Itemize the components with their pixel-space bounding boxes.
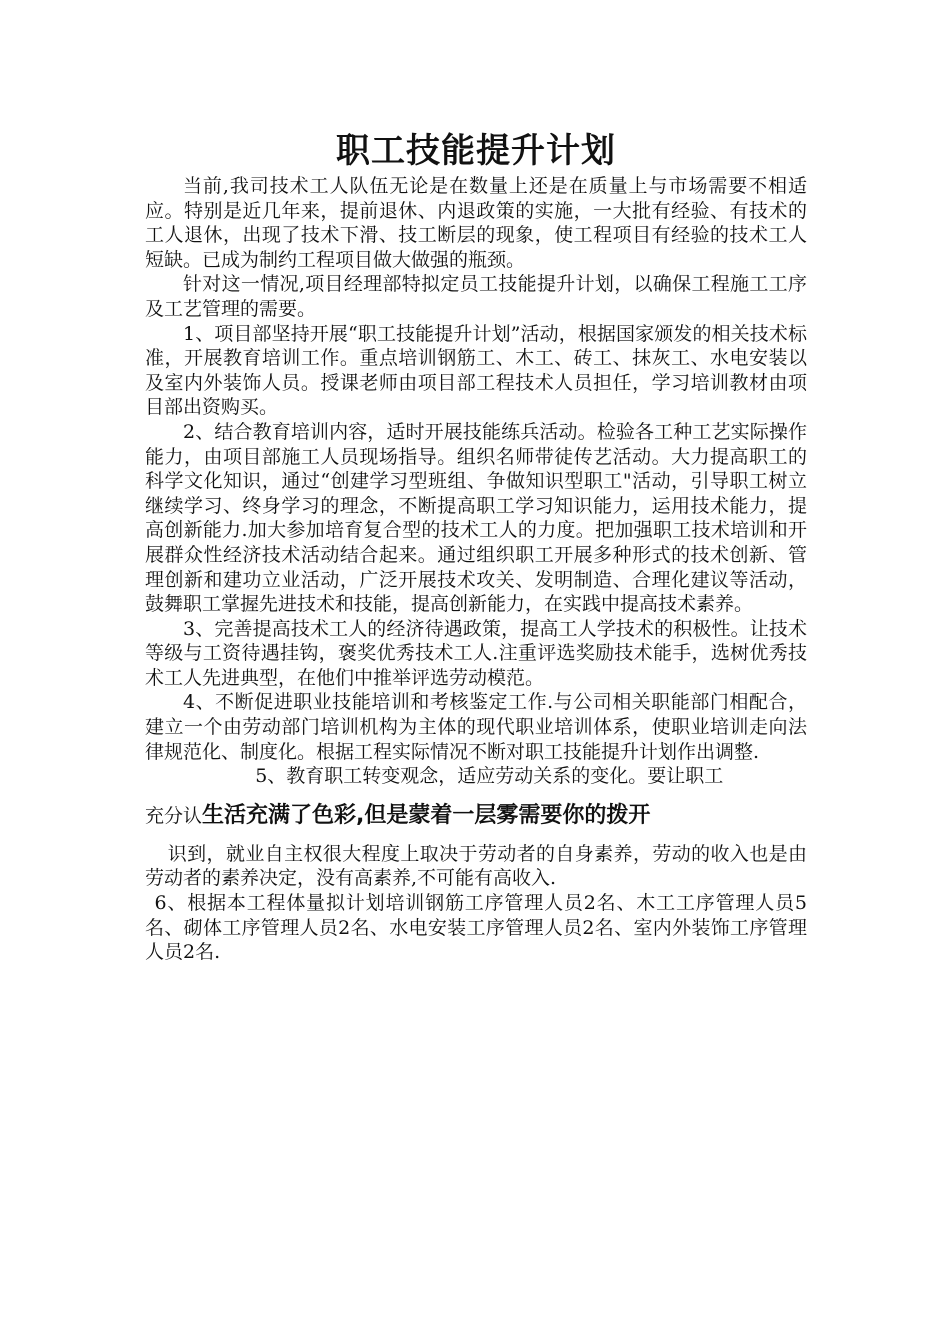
paragraph-purpose: 针对这一情况,项目经理部特拟定员工技能提升计划，以确保工程施工工序及工艺管理的需要。 [145, 273, 807, 320]
paragraph-item-5-continued: 识到，就业自主权很大程度上取决于劳动者的自身素养，劳动的收入也是由劳动者的素养决定，没有高素养,不可能有高收入. [145, 842, 807, 890]
document-page [145, 128, 807, 965]
paragraph-item-3: 3、完善提高技术工人的经济待遇政策，提高工人学技术的积极性。让技术等级与工资待遇挂钩，褒奖优秀技术工人.注重评选奖励技术能手，选树优秀技术工人先进典型，在他们中推举评选劳动模范。 [145, 617, 807, 689]
banner-lead-text: 充分认 [145, 804, 203, 827]
document-title: 职工技能提升计划 [336, 131, 616, 171]
paragraph-item-5: 5、教育职工转变观念，适应劳动关系的变化。要让职工 [255, 765, 724, 788]
paragraph-item-4: 4、不断促进职业技能培训和考核鉴定工作.与公司相关职能部门相配合，建立一个由劳动部门培训机构为主体的现代职业培训体系，使职业培训走向法律规范化、制度化。根据工程实际情况不断对职工技能提升计划作出调整. [145, 691, 807, 763]
paragraph-intro: 当前,我司技术工人队伍无论是在数量上还是在质量上与市场需要不相适应。特别是近几年来，提前退休、内退政策的实施，一大批有经验、有技术的工人退休，出现了技术下滑、技工断层的现象，使工程项目有经验的技术工人短缺。已成为制约工程项目做大做强的瓶颈。 [145, 175, 807, 271]
paragraph-item-2: 2、结合教育培训内容，适时开展技能练兵活动。检验各工种工艺实际操作能力，由项目部施工人员现场指导。组织名师带徒传艺活动。大力提高职工的科学文化知识，通过“创建学习型班组、争做知识型职工"活动，引导职工树立继续学习、终身学习的理念，不断提高职工学习知识能力，运用技术能力，提高创新能力.加大参加培育复合型的技术工人的力度。把加强职工技术培训和开展群众性经济技术活动结合起来。通过组织职工开展多种形式的技术创新、管理创新和建功立业活动，广泛开展技术攻关、发明制造、合理化建议等活动，鼓舞职工掌握先进技术和技能，提高创新能力，在实践中提高技术素养。 [145, 420, 807, 616]
banner-row [145, 801, 807, 832]
banner-text: 生活充满了色彩,但是蒙着一层雾需要你的拨开 [202, 802, 651, 828]
paragraph-item-6: 6、根据本工程体量拟计划培训钢筋工序管理人员2名、木工工序管理人员5名、砌体工序管理人员2名、水电安装工序管理人员2名、室内外装饰工序管理人员2名. [145, 892, 807, 964]
paragraph-item-1: 1、项目部坚持开展“职工技能提升计划”活动，根据国家颁发的相关技术标准，开展教育培训工作。重点培训钢筋工、木工、砖工、抹灰工、水电安装以及室内外装饰人员。授课老师由项目部工程技术人员担任，学习培训教材由项目部出资购买。 [145, 322, 807, 419]
